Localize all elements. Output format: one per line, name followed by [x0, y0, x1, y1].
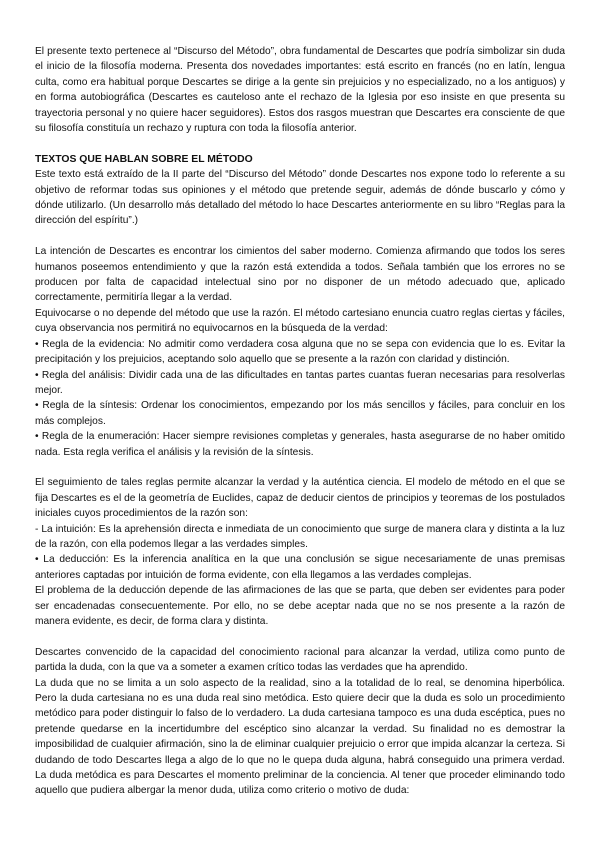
- seguimiento-paragraph: El seguimiento de tales reglas permite alcanzar la verdad y la auténtica ciencia. El modelo de método en el que se fija Descartes es el de la geometría de Euclides, capaz de deducir cientos de principios y teoremas de los postulados iniciales cuyos procedimientos de la razón son:: [35, 477, 565, 520]
- intro-paragraph: El presente texto pertenece al “Discurso del Método”, obra fundamental de Descartes que podría simbolizar sin duda el inicio de la filosofía moderna. Presenta dos novedades importantes: está escrito en francés (no en latín, lengua culta, como era habitual porque Descartes se dirige a la gente sin prejuicios y no especializado, no a los antiguos) y en forma autobiográfica (Descartes es cauteloso ante el rechazo de la Iglesia por eso insiste en que presenta su trayectoria personal y no quiere hacer seguidores). Estos dos rasgos muestran que Descartes era consciente de que su filosofía constituía un rechazo y ruptura con toda la filosofía anterior.: [35, 46, 565, 135]
- procedure-deduccion: • La deducción: Es la inferencia analítica en la que una conclusión se sigue necesariamente de unas premisas anteriores captadas por intuición de forma evidente, con ella llegamos a las verdades complejas.: [35, 554, 565, 581]
- problema-paragraph: El problema de la deducción depende de las afirmaciones de las que se parta, que deben ser evidentes para poder ser encadenadas consecuentemente. Por ello, no se debe aceptar nada que no se nos presente a la razón de manera evidente, es decir, de forma clara y distinta.: [35, 585, 565, 627]
- descartes-paragraph: Descartes convencido de la capacidad del conocimiento racional para alcanzar la verdad, utiliza como punto de partida la duda, con la que va a someter a examen crítico todas las verdades que ha aprendido.: [35, 646, 565, 674]
- section-heading: TEXTOS QUE HABLAN SOBRE EL MÉTODO: [35, 153, 253, 165]
- rule-sintesis: • Regla de la síntesis: Ordenar los conocimientos, empezando por los más sencillos y fáciles, para concluir en los más complejos.: [35, 400, 565, 427]
- intencion-paragraph: La intención de Descartes es encontrar los cimientos del saber moderno. Comienza afirmando que todos los seres humanos poseemos entendimiento y que la razón está extendida a todos. Señala también que los errores no se producen por falta de capacidad intelectual sino por no disponer de un método adecuado que, aplicado correctamente, permitiría llegar a la verdad.: [35, 246, 565, 304]
- rule-enumeracion: • Regla de la enumeración: Hacer siempre revisiones completas y generales, hasta asegurarse de no haber omitido nada. Esta regla verifica el análisis y la revisión de la síntesis.: [35, 431, 565, 458]
- section-intro-paragraph: Este texto está extraído de la II parte del “Discurso del Método” donde Descartes nos expone todo lo referente a su objetivo de reformar todas sus opiniones y el método que pretende seguir, además de dónde buscarlo y cómo y dónde utilizarlo. (Un desarrollo más detallado del método lo hace Descartes anteriormente en su libro “Reglas para la dirección del espíritu”.): [35, 169, 565, 227]
- procedure-intuicion: - La intuición: Es la aprehensión directa e inmediata de un conocimiento que surge de manera clara y distinta a la luz de la razón, con ella podemos llegar a las verdades simples.: [35, 523, 565, 550]
- rule-analisis: • Regla del análisis: Dividir cada una de las dificultades en tantas partes cuantas fueran necesarias para resolverlas mejor.: [35, 369, 565, 396]
- equivocarse-paragraph: Equivocarse o no depende del método que use la razón. El método cartesiano enuncia cuatro reglas ciertas y fáciles, cuya observancia nos permitirá no equivocarnos en la búsqueda de la verdad:: [35, 307, 565, 335]
- duda-paragraph: La duda que no se limita a un solo aspecto de la realidad, sino a la totalidad de lo real, se denomina hiperbólica. Pero la duda cartesiana no es una duda real sino metódica. Esto quiere decir que la duda es solo un procedimiento metódico para poder distinguir lo falso de lo verdadero. La duda cartesiana tampoco es una duda escéptica, pues no pretende quedarse en la incertidumbre del escéptico sino alcanzar la verdad. Su finalidad no es demostrar la imposibilidad de cualquier afirmación, sino la de eliminar cualquier prejuicio o error que impida alcanzar la certeza. Si dudando de todo Descartes llega a algo de lo que no le quepa duda alguna, habrá conseguido una primera verdad. La duda metódica es para Descartes el momento preliminar de la conciencia. Al tener que proceder eliminando todo aquello que pudiera albergar la menor duda, utiliza como criterio o motivo de duda:: [35, 677, 565, 797]
- document-page: [35, 44, 565, 799]
- rule-evidencia: • Regla de la evidencia: No admitir como verdadera cosa alguna que no se sepa con evidencia que lo es. Evitar la precipitación y los prejuicios, aceptando solo aquello que se presente a la razón con claridad y distinción.: [35, 338, 565, 366]
